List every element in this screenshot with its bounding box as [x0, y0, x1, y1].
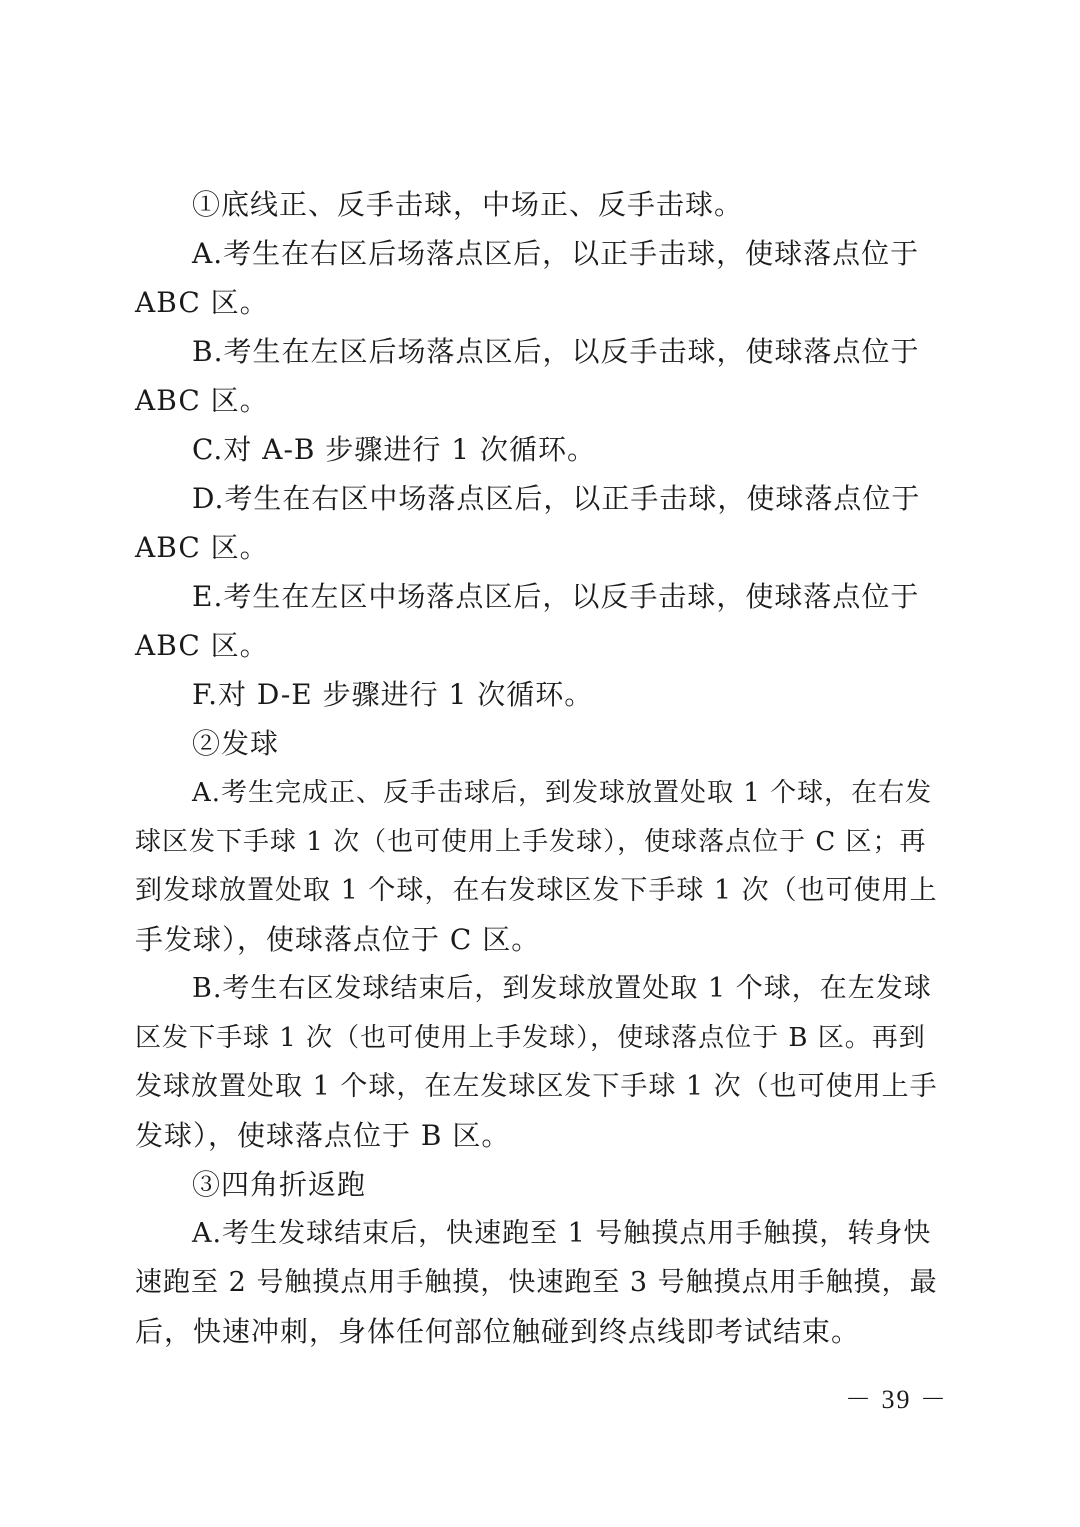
paragraph-line: 区发下手球 1 次（也可使用上手发球），使球落点位于 B 区。再到 — [135, 1023, 926, 1053]
section-heading-3: ③四角折返跑 — [192, 1168, 367, 1201]
paragraph-line: 球区发下手球 1 次（也可使用上手发球），使球落点位于 C 区；再 — [135, 827, 927, 857]
paragraph-line: ABC 区。 — [135, 384, 269, 417]
paragraph-line: 手发球），使球落点位于 C 区。 — [135, 923, 541, 956]
paragraph-line: C.对 A-B 步骤进行 1 次循环。 — [192, 433, 597, 466]
paragraph-line: 发球放置处取 1 个球，在左发球区发下手球 1 次（也可使用上手 — [135, 1071, 938, 1102]
paragraph-line: E.考生在左区中场落点区后，以反手击球，使球落点位于 — [192, 580, 920, 613]
paragraph-line: ABC 区。 — [135, 286, 269, 319]
section-heading-1: ①底线正、反手击球，中场正、反手击球。 — [192, 188, 744, 221]
section-heading-2: ②发球 — [192, 727, 280, 760]
paragraph-line: B.考生右区发球结束后，到发球放置处取 1 个球，在左发球 — [192, 973, 932, 1004]
paragraph-line: B.考生在左区后场落点区后，以反手击球，使球落点位于 — [192, 335, 920, 368]
paragraph-line: D.考生在右区中场落点区后，以正手击球，使球落点位于 — [192, 482, 921, 515]
page-number: － 39 － — [845, 1385, 949, 1414]
paragraph-line: 到发球放置处取 1 个球，在右发球区发下手球 1 次（也可使用上 — [135, 875, 938, 906]
paragraph-line: 后，快速冲刺，身体任何部位触碰到终点线即考试结束。 — [135, 1315, 861, 1348]
paragraph-line: A.考生在右区后场落点区后，以正手击球，使球落点位于 — [192, 237, 920, 270]
paragraph-line: ABC 区。 — [135, 629, 269, 662]
paragraph-line: ABC 区。 — [135, 531, 269, 564]
paragraph-line: A.考生发球结束后，快速跑至 1 号触摸点用手触摸，转身快 — [192, 1218, 932, 1249]
paragraph-line: 发球），使球落点位于 B 区。 — [135, 1119, 511, 1152]
paragraph-line: 速跑至 2 号触摸点用手触摸，快速跑至 3 号触摸点用手触摸，最 — [135, 1267, 938, 1298]
paragraph-line: F.对 D-E 步骤进行 1 次循环。 — [192, 678, 594, 711]
paragraph-line: A.考生完成正、反手击球后，到发球放置处取 1 个球，在右发 — [192, 778, 933, 808]
